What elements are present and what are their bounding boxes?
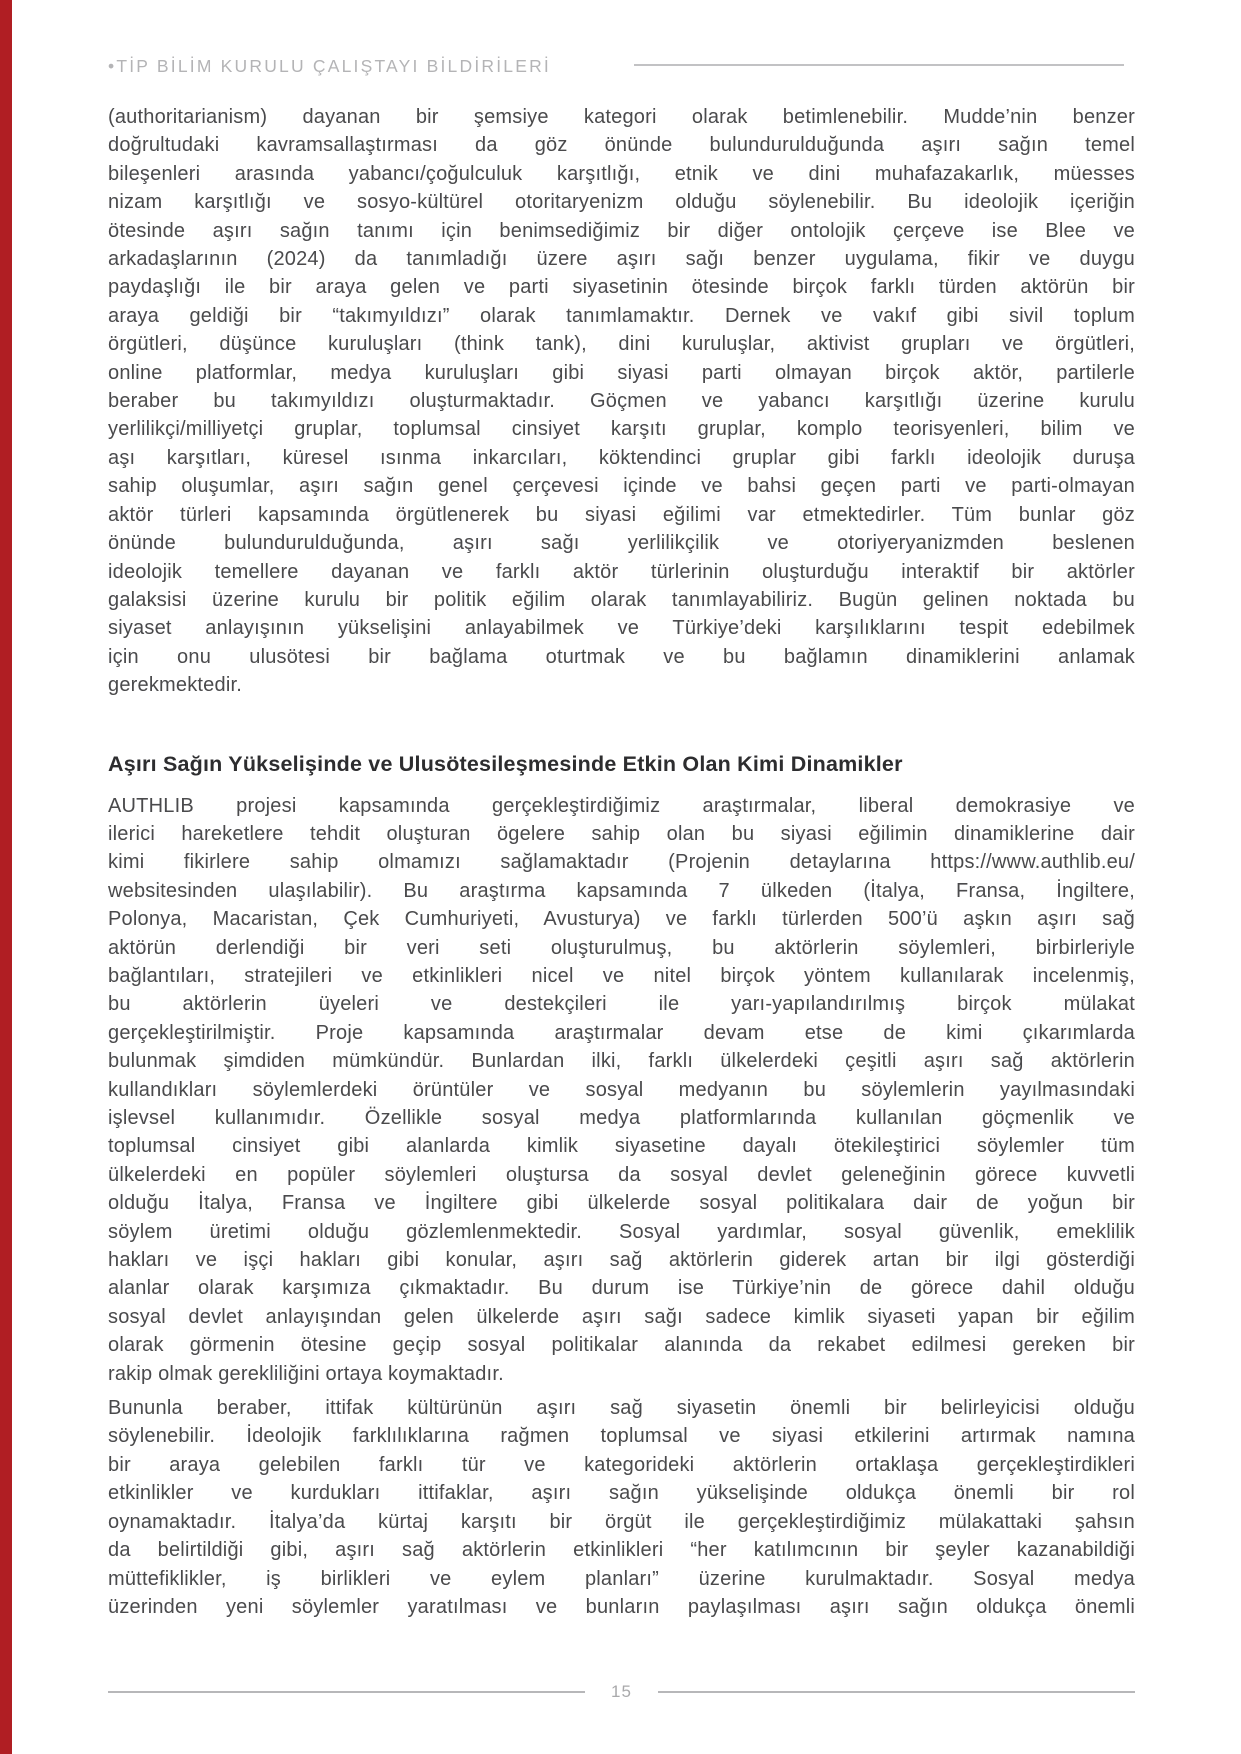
text-line: etkinlikler ve kurdukları ittifaklar, aşırı sağın yükselişinde oldukça önemli bir rol (108, 1482, 1135, 1505)
text-line: bu aktörlerin üyeleri ve destekçileri ile yarı-yapılandırılmış birçok mülakat (108, 993, 1135, 1016)
page-footer (108, 1682, 1135, 1702)
text-line: Polonya, Macaristan, Çek Cumhuriyeti, Avusturya) ve farklı türlerden 500’ü aşkın aşırı sağ (108, 908, 1135, 931)
header-rule (634, 64, 1124, 66)
text-line: gerekmektedir. (108, 674, 242, 697)
text-line: ideolojik temellere dayanan ve farklı aktör türlerinin oluşturduğu interaktif bir aktörler (108, 560, 1135, 583)
text-line: olarak görmenin ötesine geçip sosyal politikalar alanında da rekabet edilmesi gereken bir (108, 1334, 1135, 1357)
text-line: söylem üretimi olduğu gözlemlenmektedir. Sosyal yardımlar, sosyal güvenlik, emeklilik (108, 1220, 1135, 1243)
text-line: araya geldiği bir “takımyıldızı” olarak tanımlamaktır. Dernek ve vakıf gibi sivil toplum (108, 304, 1135, 327)
text-line: sosyal devlet anlayışından gelen ülkelerde aşırı sağı sadece kimlik siyaseti yapan bir eğilim (108, 1305, 1135, 1328)
paragraph-1 (108, 103, 1135, 700)
text-line: bir araya gelebilen farklı tür ve kategorideki aktörlerin ortaklaşa gerçekleştirdikleri (108, 1453, 1135, 1476)
text-line: rakip olmak gerekliliğini ortaya koymaktadır. (108, 1362, 504, 1385)
left-accent-bar (0, 0, 12, 1754)
text-line: işlevsel kullanımıdır. Özellikle sosyal medya platformlarında kullanılan göçmenlik ve (108, 1107, 1135, 1129)
text-line: yerlilikçi/milliyetçi gruplar, toplumsal cinsiyet karşıtı gruplar, komplo teorisyenleri, bilim ve (108, 418, 1135, 441)
text-line: da belirtildiği gibi, aşırı sağ aktörlerin etkinlikleri “her katılımcının bir şeyler kazanabildiği (108, 1539, 1135, 1562)
text-line: için onu ulusötesi bir bağlama oturtmak ve bu bağlamın dinamiklerini anlamak (108, 645, 1135, 668)
text-line: hakları ve işçi hakları gibi konular, aşırı sağ aktörlerin giderek artan bir ilgi gösterdiği (108, 1249, 1135, 1272)
text-line: siyaset anlayışının yükselişini anlayabilmek ve Türkiye’deki karşılıklarını tespit edebilmek (108, 617, 1135, 640)
document-body (108, 103, 1135, 1621)
text-line: olduğu İtalya, Fransa ve İngiltere gibi ülkelerde sosyal politikalara dair de yoğun bir (108, 1192, 1135, 1215)
text-line: online platformlar, medya kuruluşları gibi siyasi parti olmayan birçok aktör, partilerle (108, 361, 1135, 384)
paragraph-2 (108, 792, 1135, 1389)
text-line: websitesinden ulaşılabilir). Bu araştırma kapsamında 7 ülkeden (İtalya, Fransa, İngiltere, (108, 879, 1135, 902)
text-line: AUTHLIB projesi kapsamında gerçekleştirdiğimiz araştırmalar, liberal demokrasiye ve (108, 794, 1135, 817)
text-line: aşı karşıtları, küresel ısınma inkarcıları, köktendinci gruplar gibi farklı ideolojik duruşa (108, 446, 1135, 469)
text-line: arkadaşlarının (2024) da tanımladığı üzere aşırı sağı benzer uygulama, fikir ve duygu (108, 248, 1135, 271)
footer-rule-right (658, 1691, 1135, 1693)
text-line: üzerinden yeni söylemler yaratılması ve bunların paylaşılması aşırı sağın oldukça önemli (108, 1595, 1135, 1618)
text-line: aktörün derlendiği bir veri seti oluşturulmuş, bu aktörlerin söylemleri, birbirleriyle (108, 936, 1135, 959)
text-line: bileşenleri arasında yabancı/çoğulculuk karşıtlığı, etnik ve dini muhafazakarlık, müesses (108, 162, 1135, 185)
text-line: ötesinde aşırı sağın tanımı için benimsediğimiz bir diğer ontolojik çerçeve ise Blee ve (108, 219, 1135, 242)
text-line: paydaşlığı ile bir araya gelen ve parti siyasetinin ötesinde birçok farklı türden aktörün bir (108, 276, 1135, 299)
text-line: alanlar olarak karşımıza çıkmaktadır. Bu durum ise Türkiye’nin de görece dahil olduğu (108, 1277, 1135, 1300)
text-line: galaksisi üzerine kurulu bir politik eğilim olarak tanımlayabiliriz. Bugün gelinen noktada bu (108, 588, 1135, 611)
text-line: bağlantıları, stratejileri ve etkinlikleri nicel ve nitel birçok yöntem kullanılarak incelenmiş, (108, 964, 1135, 987)
text-line: söylenebilir. İdeolojik farklılıklarına rağmen toplumsal ve siyasi etkilerini artırmak namına (108, 1425, 1135, 1448)
text-line: aktör türleri kapsamında örgütlenerek bu siyasi eğilimi var etmektedirler. Tüm bunlar göz (108, 503, 1135, 526)
text-line: nizam karşıtlığı ve sosyo-kültürel otoritaryenizm olduğu söylenebilir. Bu ideolojik içeriğin (108, 191, 1135, 214)
text-line: toplumsal cinsiyet gibi alanlarda kimlik siyasetine dayalı ötekileştirici söylemler tüm (108, 1135, 1135, 1158)
text-line: doğrultudaki kavramsallaştırması da göz önünde bulundurulduğunda aşırı sağın temel (108, 134, 1135, 157)
page-header (108, 52, 1135, 82)
text-line: müttefiklikler, iş birlikleri ve eylem planları” üzerine kurulmaktadır. Sosyal medya (108, 1567, 1135, 1590)
section-heading: Aşırı Sağın Yükselişinde ve Ulusötesileşmesinde Etkin Olan Kimi Dinamikler (108, 751, 903, 776)
text-line: (authoritarianism) dayanan bir şemsiye kategori olarak betimlenebilir. Mudde’nin benzer (108, 106, 1135, 128)
page-number: 15 (611, 1682, 632, 1701)
text-line: gerçekleştirilmiştir. Proje kapsamında araştırmalar devam etse de kimi çıkarımlarda (108, 1021, 1135, 1044)
text-line: kimi fikirlere sahip olmamızı sağlamaktadır (Projenin detaylarına https://www.authlib.eu/ (108, 851, 1135, 874)
text-line: bulunmak şimdiden mümkündür. Bunlardan ilki, farklı ülkelerdeki çeşitli aşırı sağ aktörlerin (108, 1050, 1135, 1073)
text-line: sahip oluşumlar, aşırı sağın genel çerçevesi içinde ve bahsi geçen parti ve parti-olmayan (108, 475, 1135, 498)
text-line: Bununla beraber, ittifak kültürünün aşırı sağ siyasetin önemli bir belirleyicisi olduğu (108, 1397, 1135, 1420)
header-title: •TİP BİLİM KURULU ÇALIŞTAYI BİLDİRİLERİ (108, 56, 551, 76)
text-line: beraber bu takımyıldızı oluşturmaktadır. Göçmen ve yabancı karşıtlığı üzerine kurulu (108, 390, 1135, 413)
text-line: oynamaktadır. İtalya’da kürtaj karşıtı bir örgüt ile gerçekleştirdiğimiz mülakattaki şahsın (108, 1510, 1135, 1533)
text-line: ülkelerdeki en popüler söylemleri oluştursa da sosyal devlet geleneğinin görece kuvvetli (108, 1163, 1135, 1186)
text-line: ilerici hareketlere tehdit oluşturan ögelere sahip olan bu siyasi eğilimin dinamiklerine dair (108, 822, 1135, 845)
footer-rule-left (108, 1691, 585, 1693)
paragraph-3 (108, 1394, 1135, 1621)
text-line: örgütleri, düşünce kuruluşları (think tank), dini kuruluşlar, aktivist grupları ve örgütleri, (108, 333, 1135, 356)
text-line: kullandıkları söylemlerdeki örüntüler ve sosyal medyanın bu söylemlerin yayılmasındaki (108, 1078, 1135, 1101)
text-line: önünde bulundurulduğunda, aşırı sağı yerlilikçilik ve otoriyeryanizmden beslenen (108, 532, 1135, 555)
